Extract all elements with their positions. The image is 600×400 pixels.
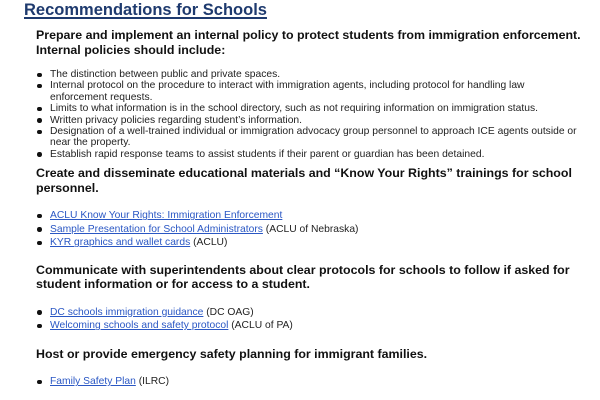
section-heading: Host or provide emergency safety planning for immigrant families. bbox=[36, 346, 428, 361]
aclu-kyr-immigration-link[interactable]: ACLU Know Your Rights: Immigration Enforcement bbox=[50, 210, 283, 222]
sample-presentation-link[interactable]: Sample Presentation for School Administrators bbox=[50, 223, 263, 235]
resource-link-list bbox=[36, 209, 581, 250]
list-item bbox=[36, 236, 581, 250]
list-item: Internal protocol on the procedure to interact with immigration agents, including protocol for handling law enforcement requests. bbox=[36, 80, 581, 103]
list-item: Designation of a well-trained individual or immigration advocacy group personnel to approach ICE agents outside or near the property. bbox=[36, 126, 581, 149]
list-item bbox=[36, 223, 581, 237]
resource-link-list bbox=[36, 306, 581, 333]
section-educational-materials bbox=[36, 166, 581, 250]
welcoming-schools-link[interactable]: Welcoming schools and safety protocol bbox=[50, 320, 229, 332]
section-superintendent-protocols bbox=[36, 263, 581, 333]
section-safety-planning bbox=[36, 347, 581, 389]
kyr-graphics-link[interactable]: KYR graphics and wallet cards bbox=[50, 237, 191, 249]
section-heading: Create and disseminate educational materials and “Know Your Rights” trainings for school personnel. bbox=[36, 166, 572, 195]
section-internal-policy bbox=[36, 28, 581, 160]
list-item: The distinction between public and private spaces. bbox=[36, 69, 581, 80]
list-item bbox=[36, 319, 581, 333]
policy-bullet-list bbox=[36, 69, 581, 160]
link-source: (ILRC) bbox=[135, 376, 170, 388]
list-item bbox=[36, 306, 581, 320]
link-source: (ACLU) bbox=[190, 237, 228, 249]
list-item: Written privacy policies regarding student’s information. bbox=[36, 115, 581, 126]
family-safety-plan-link[interactable]: Family Safety Plan bbox=[50, 376, 136, 388]
resource-link-list bbox=[36, 375, 581, 389]
section-heading: Communicate with superintendents about clear protocols for schools to follow if asked for student information or for access to a student. bbox=[36, 262, 570, 292]
dc-schools-guidance-link[interactable]: DC schools immigration guidance bbox=[50, 306, 204, 318]
list-item: Limits to what information is in the school directory, such as not requiring information on immigration status. bbox=[36, 103, 581, 114]
list-item bbox=[36, 209, 581, 223]
list-item bbox=[36, 375, 581, 389]
link-source: (ACLU of PA) bbox=[228, 320, 293, 332]
page-title: Recommendations for Schools bbox=[24, 1, 267, 19]
recommendations-content bbox=[36, 28, 581, 389]
link-source: (DC OAG) bbox=[203, 306, 254, 318]
list-item: Establish rapid response teams to assist students if their parent or guardian has been detained. bbox=[36, 149, 581, 160]
section-heading: Prepare and implement an internal policy to protect students from immigration enforcement. Internal policies should include: bbox=[36, 28, 581, 57]
link-source: (ACLU of Nebraska) bbox=[262, 223, 359, 235]
